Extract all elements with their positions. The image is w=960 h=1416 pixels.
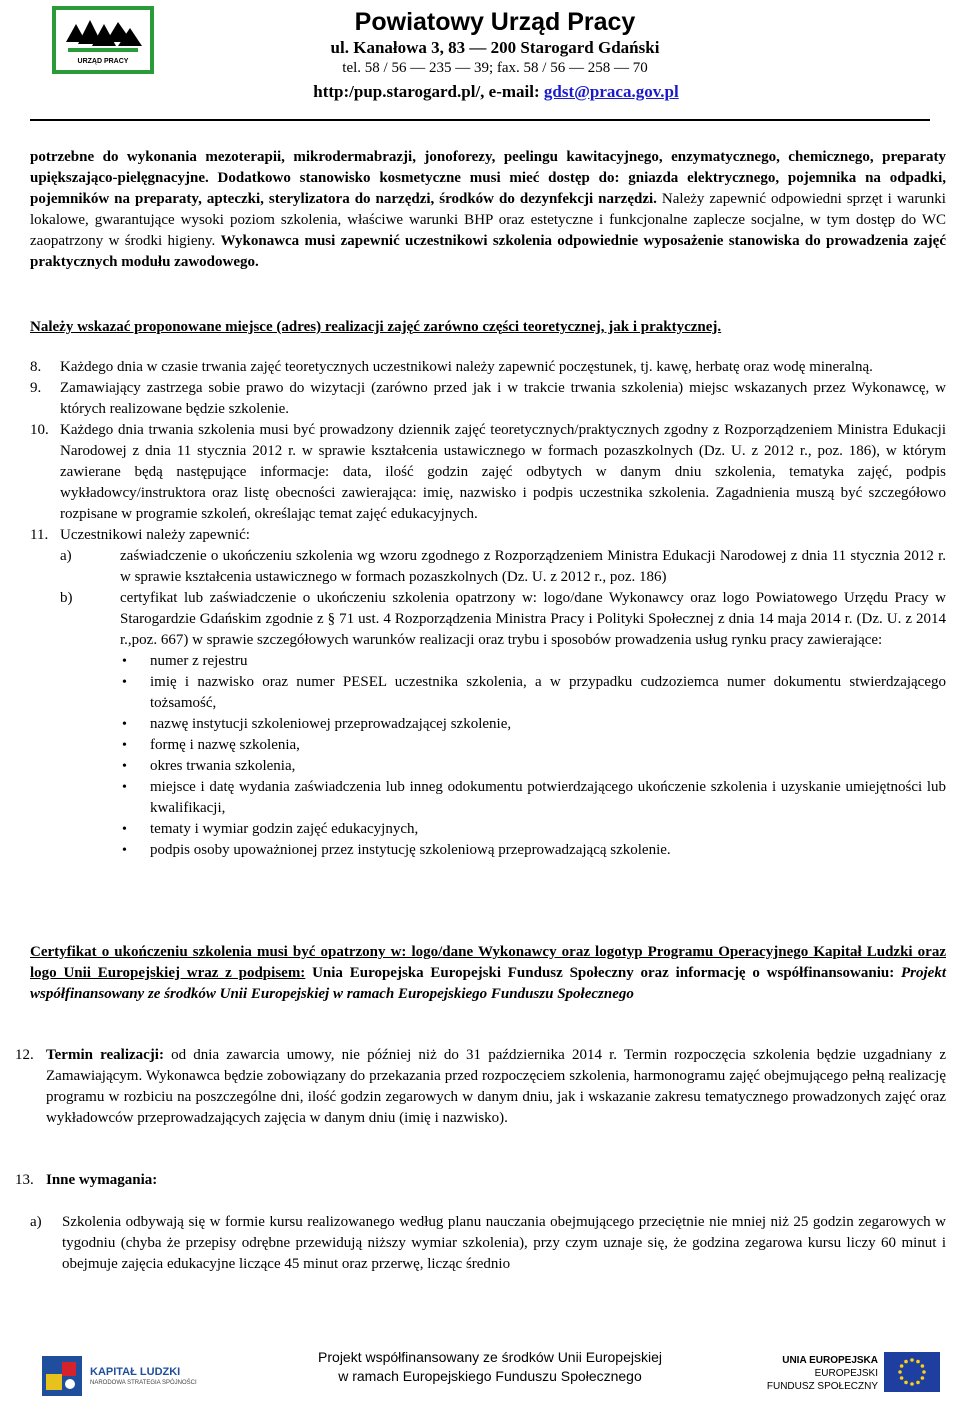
eu-star	[921, 1376, 925, 1380]
item-8-number: 8.	[30, 359, 42, 375]
bullet-text: nazwę instytucji szkoleniowej przeprowadzającej szkolenie,	[150, 716, 512, 732]
item-11b-label: b)	[60, 590, 73, 606]
logo-caption: URZĄD PRACY	[77, 58, 129, 65]
bullet-text: imię i nazwisko oraz numer PESEL uczestnika szkolenia, a w przypadku cudzoziemca numer dokumentu stwierdzającego tożsamość,	[150, 674, 946, 711]
bullet-text: okres trwania szkolenia,	[150, 758, 296, 774]
item-13-label: Inne wymagania:	[46, 1172, 158, 1188]
office-web	[266, 82, 726, 102]
eu-line-2: EUROPEJSKI	[814, 1368, 878, 1379]
item-11-text: Uczestnikowi należy zapewnić:	[60, 527, 250, 543]
bullet-icon: •	[122, 822, 127, 837]
item-13-number: 13.	[15, 1172, 34, 1188]
certificate-note	[30, 942, 946, 1005]
item-11b	[60, 588, 946, 651]
bullet-item	[122, 819, 946, 840]
office-address: ul. Kanałowa 3, 83 — 200 Starogard Gdański	[330, 38, 660, 57]
bullet-item	[122, 714, 946, 735]
bullet-icon: •	[122, 717, 127, 732]
eu-star	[910, 1382, 914, 1386]
item-11a	[60, 546, 946, 588]
item-10	[30, 420, 946, 525]
eu-star	[921, 1364, 925, 1368]
bullet-icon: •	[122, 780, 127, 795]
email-link[interactable]: gdst@praca.gov.pl	[543, 82, 679, 101]
certificate-italic: Projekt współfinansowany ze środków Unii Europejskiej w ramach Europejskiego Funduszu Społecznego	[30, 965, 946, 1002]
item-9	[30, 378, 946, 420]
certificate-underlined: Certyfikat o ukończeniu szkolenia musi być opatrzony w: logo/dane Wykonawcy oraz logotyp Programu Operacyjnego Kapitał Ludzki oraz logo Unii Europejskiej wraz z podpisem:	[30, 944, 946, 981]
intro-normal-1: Należy zapewnić odpowiedni sprzęt i warunki lokalowe, gwarantujące wysoki poziom szkolenia, właściwe warunki BHP oraz estetyczne i funkcjonalne zaplecze socjalne, w tym dostęp do WC zaopatrzony w środki higieny.	[30, 191, 946, 249]
eu-text	[752, 1354, 878, 1393]
item-8-text: Każdego dnia w czasie trwania zajęć teoretycznych uczestnikowi należy zapewnić poczęstunek, tj. kawę, herbatę oraz wodę mineralną.	[60, 359, 873, 375]
item-11	[30, 525, 946, 546]
web-prefix: http:/pup.starogard.pl/, e-mail:	[313, 82, 544, 101]
bullet-item	[122, 840, 946, 861]
kl-subtitle: NARODOWA STRATEGIA SPÓJNOŚCI	[90, 1380, 197, 1386]
bullet-text: formę i nazwę szkolenia,	[150, 737, 300, 753]
certificate-contents-list	[122, 651, 946, 861]
office-name: Powiatowy Urząd Pracy	[354, 8, 636, 36]
bullet-text: podpis osoby upoważnionej przez instytucję szkoleniową przeprowadzającą szkolenie.	[150, 842, 671, 858]
item-11b-text: certyfikat lub zaświadczenie o ukończeniu szkolenia opatrzony w: logo/dane Wykonawcy oraz logo Powiatowego Urzędu Pracy w Starogardzie Gdańskim zgodnie z § 71 ust. 4 Rozporządzenia Ministra Pracy i Polityki Społecznej z dnia 14 maja 2014 r. (Dz. U. z 2014 r.,poz. 667) w sprawie szczegółowych warunków realizacji oraz trybu i sposobów prowadzenia usług rynku pracy zawierające:	[120, 590, 946, 648]
eu-star	[898, 1370, 902, 1374]
eu-star	[900, 1376, 904, 1380]
item-12	[15, 1045, 946, 1129]
cofinancing-line-2: w ramach Europejskiego Funduszu Społecznego	[338, 1368, 642, 1384]
bullet-text: tematy i wymiar godzin zajęć edukacyjnych,	[150, 821, 419, 837]
item-9-number: 9.	[30, 380, 42, 396]
bullet-text: numer z rejestru	[150, 653, 248, 669]
cofinancing-note	[290, 1348, 690, 1386]
item-13a	[30, 1212, 946, 1275]
item-list	[30, 357, 946, 861]
item-10-number: 10.	[30, 422, 49, 438]
bullet-icon: •	[122, 843, 127, 858]
kl-title: KAPITAŁ LUDZKI	[90, 1366, 181, 1378]
eu-star	[904, 1381, 908, 1385]
item-11-number: 11.	[30, 527, 49, 543]
eu-star	[916, 1381, 920, 1385]
eu-star	[916, 1360, 920, 1364]
bullet-item	[122, 651, 946, 672]
item-13a-label: a)	[30, 1214, 42, 1230]
bullet-item	[122, 777, 946, 819]
bullet-icon: •	[122, 759, 127, 774]
item-11a-label: a)	[60, 548, 72, 564]
eu-line-1: UNIA EUROPEJSKA	[782, 1355, 878, 1366]
pup-logo	[52, 6, 154, 74]
item-10-text: Każdego dnia trwania szkolenia musi być prowadzony dziennik zajęć teoretycznych/praktycznych zgodny z Rozporządzeniem Ministra Edukacji Narodowej z dnia 11 stycznia 2012 r. w sprawie kształcenia ustawicznego w formach pozaszkolnych (Dz. U. z 2012 r., poz. 186), w którym zawierane będą następujące informacje: data, ilość godzin zajęć odbytych w danym dniu szkolenia, tematyka zajęć, podpis wykładowcy/instruktora oraz listę obecności zawierająca: imię, nazwisko i podpis uczestnika szkolenia. Zagadnienia muszą być szczegółowo rozpisane w programie szkoleń, określając temat zajęć edukacyjnych.	[60, 422, 946, 522]
bullet-item	[122, 735, 946, 756]
certificate-bold: Unia Europejska Europejski Fundusz Społeczny oraz informację o współfinansowaniu:	[305, 965, 901, 981]
item-13a-text: Szkolenia odbywają się w formie kursu realizowanego według planu nauczania obejmującego przeciętnie nie mniej niż 25 godzin zegarowych w tygodniu (chyba że przepisy odrębne przewidują niższy wymiar szkolenia), przy czym uznaje się, że godzina zegarowa kursu liczy 60 minut i obejmuje zajęcia edukacyjne liczące 45 minut oraz przerwę, licząc średnio	[62, 1214, 946, 1272]
kapital-ludzki-logo	[40, 1352, 200, 1402]
eu-flag-icon	[884, 1352, 940, 1392]
bullet-icon: •	[122, 738, 127, 753]
eu-line-3: FUNDUSZ SPOŁECZNY	[766, 1381, 878, 1392]
location-note: Należy wskazać proponowane miejsce (adres) realizacji zajęć zarówno części teoretycznej, jak i praktycznej.	[30, 319, 722, 335]
eu-star	[910, 1358, 914, 1362]
cofinancing-line-1: Projekt współfinansowany ze środków Unii Europejskiej	[318, 1349, 662, 1365]
header-divider	[30, 119, 930, 121]
item-9-text: Zamawiający zastrzega sobie prawo do wizytacji (zarówno przed jak i w trakcie trwania szkolenia) miejsc wskazanych przez Wykonawcę, w których realizowane będzie szkolenie.	[60, 380, 946, 417]
eu-logo	[752, 1350, 942, 1400]
office-phone: tel. 58 / 56 — 235 — 39; fax. 58 / 56 — 258 — 70	[342, 60, 648, 76]
item-12-label: Termin realizacji:	[46, 1047, 164, 1063]
item-11a-text: zaświadczenie o ukończeniu szkolenia wg wzoru zgodnego z Rozporządzeniem Ministra Edukacji Narodowej z dnia 11 stycznia 2012 r. w sprawie kształcenia ustawicznego w formach pozaszkolnych (Dz. U. z 2012 r., poz. 186)	[120, 548, 946, 585]
kapital-ludzki-icon	[40, 1354, 84, 1398]
bullet-text: miejsce i datę wydania zaświadczenia lub inneg odokumentu potwierdzającego ukończenie szkolenia i uzyskanie umiejętności lub kwalifikacji,	[150, 779, 946, 816]
pup-logo-graphic	[56, 12, 150, 58]
intro-paragraph	[30, 147, 946, 273]
intro-bold-2: Wykonawca musi zapewnić uczestnikowi szkolenia odpowiednie wyposażenie stanowiska do prowadzenia zajęć praktycznych modułu zawodowego.	[30, 233, 946, 270]
eu-star	[904, 1360, 908, 1364]
eu-star	[900, 1364, 904, 1368]
eu-star	[922, 1370, 926, 1374]
bullet-icon: •	[122, 654, 127, 669]
bullet-icon: •	[122, 675, 127, 690]
bullet-item	[122, 672, 946, 714]
intro-bold-1: potrzebne do wykonania mezoterapii, mikrodermabrazji, jonoforezy, peelingu kawitacyjnego, enzymatycznego, chemicznego, preparaty upiększająco-pielęgnacyjne. Dodatkowo stanowisko kosmetyczne musi mieć dostęp do: gniazda elektrycznego, pojemnika na odpadki, pojemników na preparaty, apteczki, sterylizatora do narzędzi, środków do dezynfekcji narzędzi.	[30, 149, 946, 207]
bullet-item	[122, 756, 946, 777]
item-12-text: od dnia zawarcia umowy, nie później niż do 31 października 2014 r. Termin rozpoczęcia szkolenia będzie uzgadniany z Zamawiającym. Wykonawca będzie zobowiązany do przekazania przed rozpoczęciem szkolenia, harmonogramu zajęć obejmującego pełną realizację programu w rozbiciu na poszczególne dni, ilość godzin zegarowych w danym dniu, jak i wskazanie zakresu tematycznego prowadzonych zajęć oraz wykładowców przeprowadzających zajęcia w danym dniu (imię i nazwisko).	[46, 1047, 946, 1126]
item-8	[30, 357, 946, 378]
item-12-number: 12.	[15, 1047, 34, 1063]
item-13	[15, 1170, 946, 1191]
